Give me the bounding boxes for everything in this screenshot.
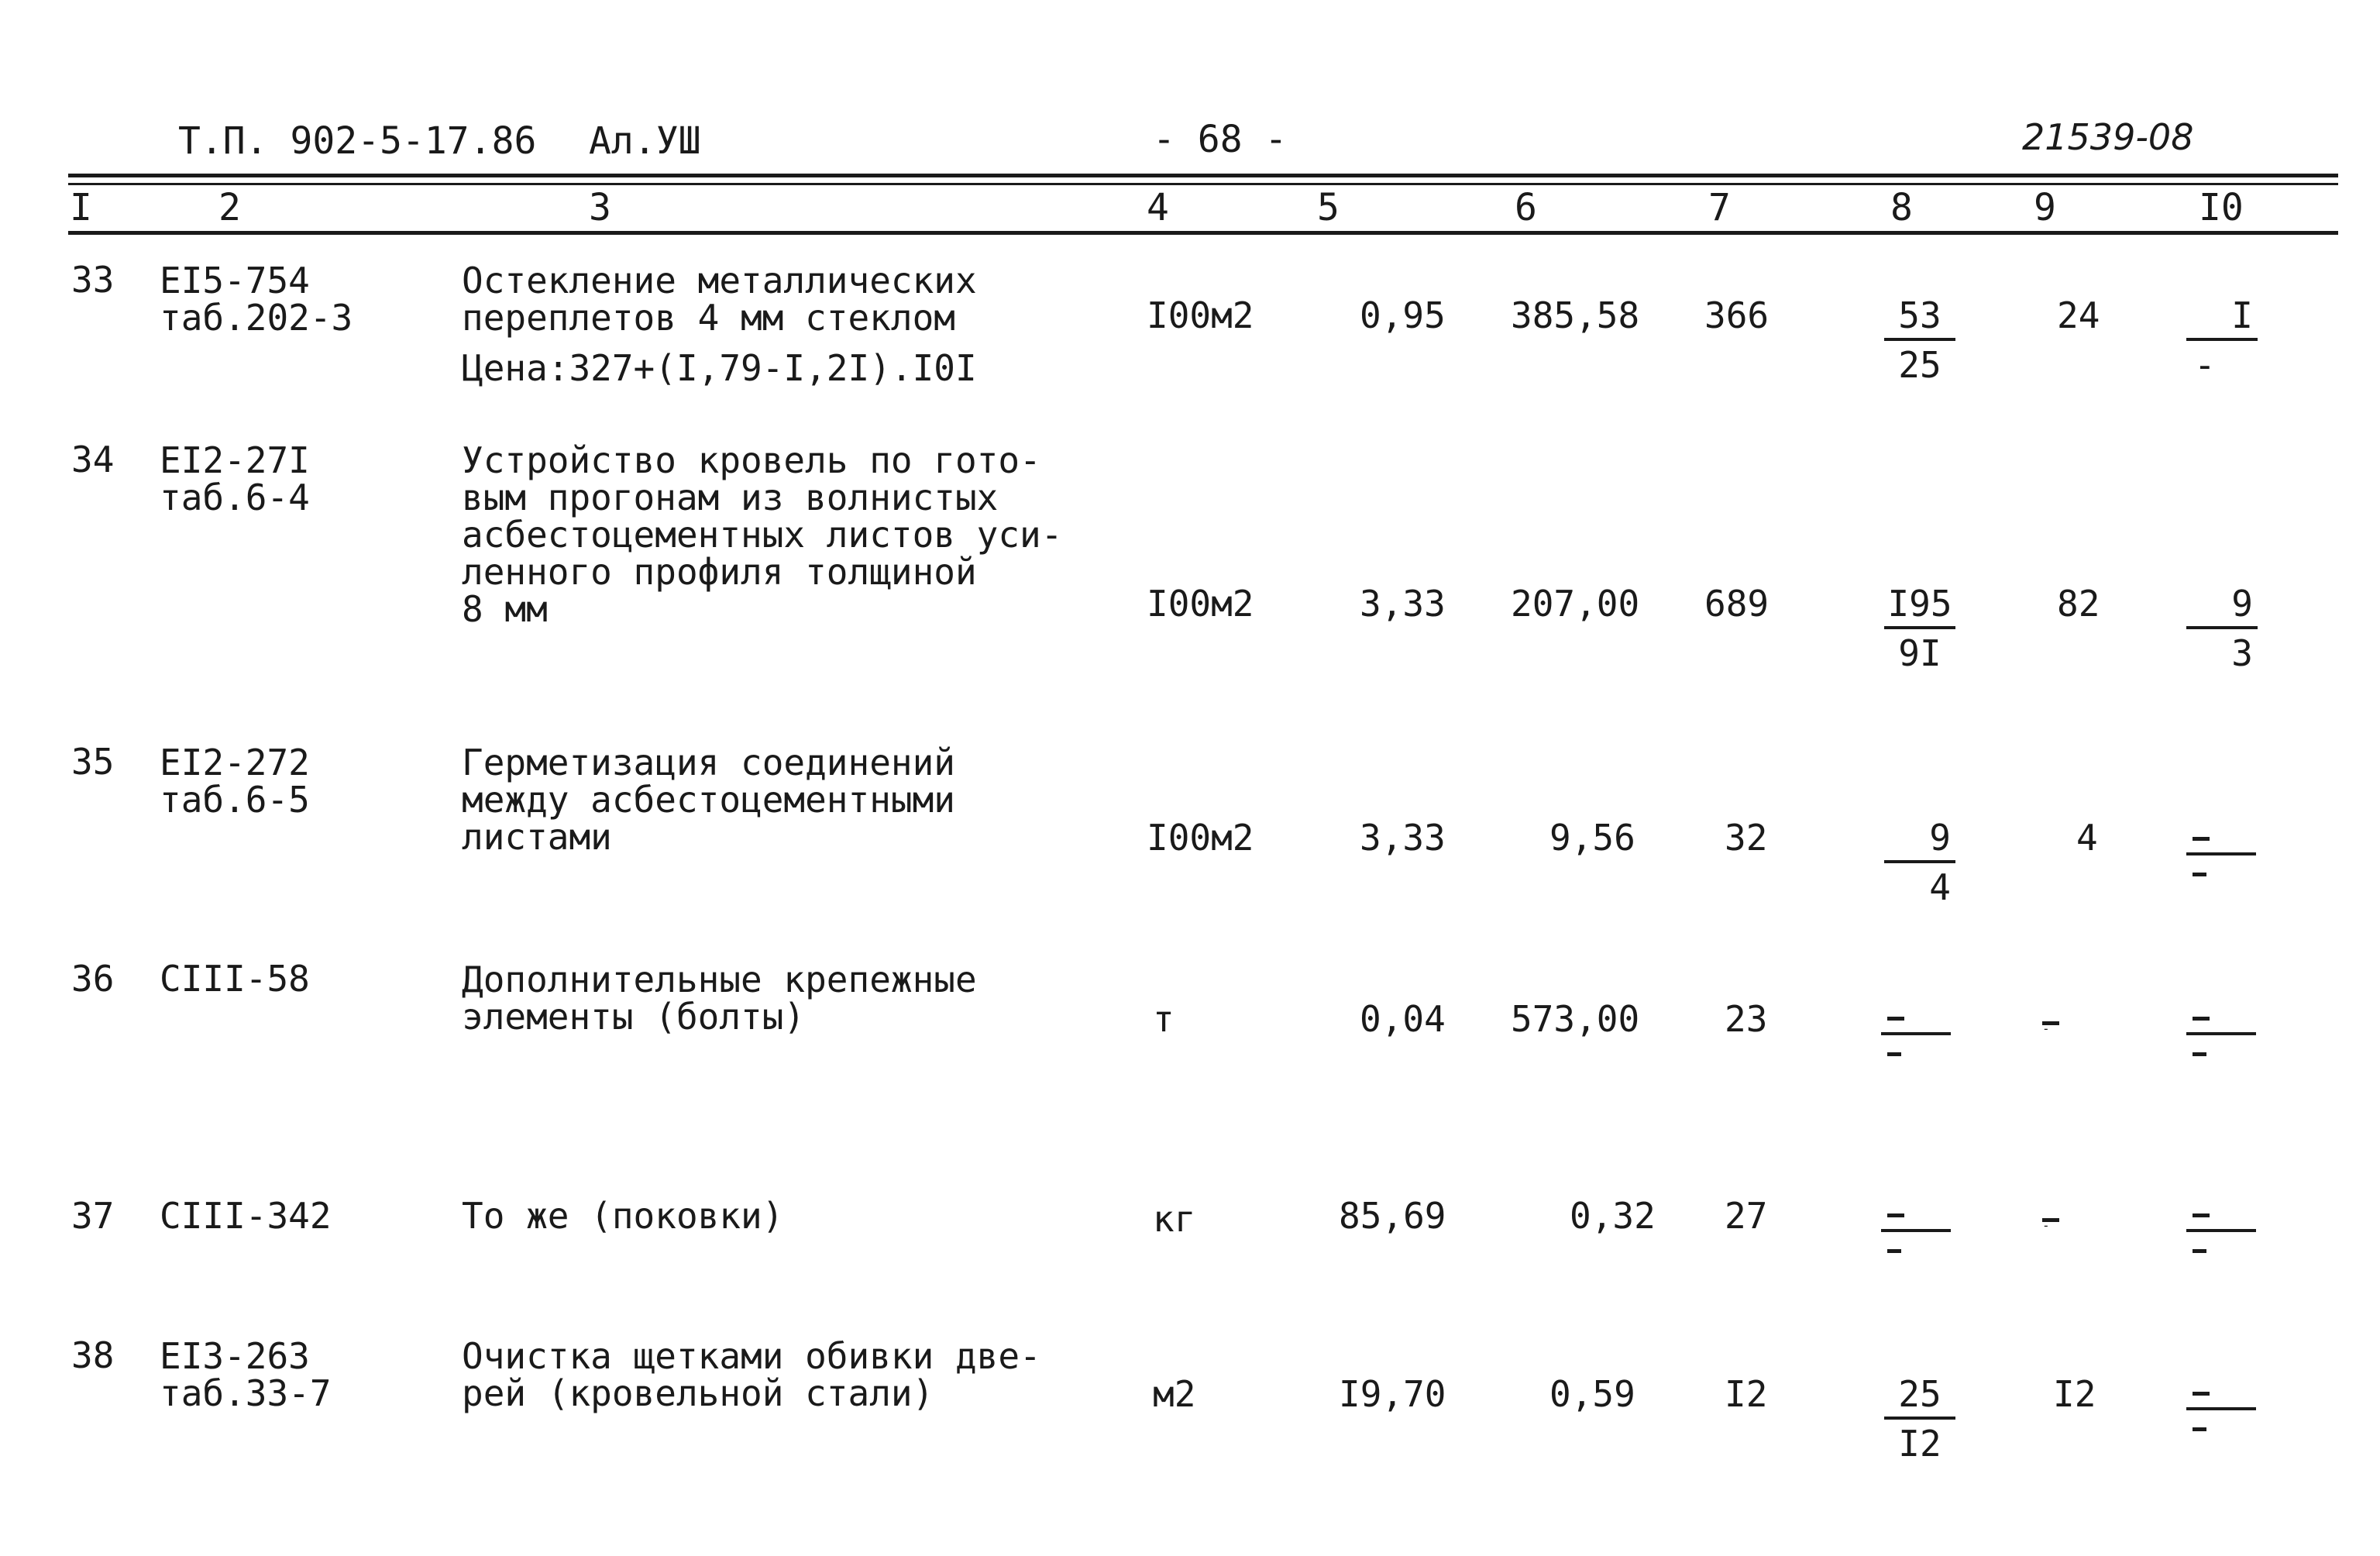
dash-mark <box>1887 1213 1904 1217</box>
row-number: 35 <box>71 741 115 783</box>
col8-denominator: 4 <box>1929 866 1951 908</box>
col8-denominator: 9I <box>1898 632 1941 674</box>
dash-mark <box>1887 1052 1901 1056</box>
col10-fraction <box>2183 294 2261 386</box>
unit-price: 207,00 <box>1511 583 1640 625</box>
quantity: I9,70 <box>1339 1373 1446 1415</box>
total-cost: 32 <box>1725 817 1768 859</box>
dash-mark <box>2193 1213 2210 1217</box>
col9-dash: - <box>2042 1021 2059 1025</box>
col8-numerator: 25 <box>1898 1373 1941 1415</box>
col9-value: 24 <box>2057 294 2100 336</box>
col10-empty-fraction <box>2186 837 2256 891</box>
norm-code: EI2-272 таб.6-5 <box>160 742 310 821</box>
dash-mark <box>1887 1017 1904 1021</box>
dash-mark <box>1887 1249 1901 1253</box>
norm-code: CIII-58 <box>160 958 310 1000</box>
fraction-bar <box>1881 1032 1951 1035</box>
column-header-7: 7 <box>1708 186 1731 229</box>
dash-mark <box>2193 1427 2206 1431</box>
top-rule <box>68 174 2338 177</box>
dash-mark <box>2193 1392 2210 1396</box>
total-cost: 27 <box>1725 1195 1768 1237</box>
col9-value: I2 <box>2053 1373 2096 1415</box>
norm-code: CIII-342 <box>160 1195 332 1237</box>
fraction-bar <box>2186 1032 2256 1035</box>
col8-fraction <box>1881 583 1959 674</box>
total-cost: 689 <box>1704 583 1770 625</box>
unit-price: 385,58 <box>1511 294 1640 336</box>
dash-mark <box>2193 873 2206 876</box>
work-description: Дополнительные крепежные элементы (болты) <box>462 959 977 1038</box>
fraction-bar <box>2186 338 2258 341</box>
unit: I00м2 <box>1147 583 1254 625</box>
total-cost: I2 <box>1725 1373 1768 1415</box>
col10-empty-fraction <box>2186 1213 2256 1268</box>
col10-denominator: 3 <box>2231 632 2253 674</box>
col8-denominator: 25 <box>1898 344 1941 386</box>
column-header-5: 5 <box>1317 186 1340 229</box>
total-cost: 23 <box>1725 998 1768 1040</box>
fraction-bar <box>2186 626 2258 629</box>
col8-numerator: 53 <box>1898 294 1941 336</box>
dash-mark <box>2193 1017 2210 1021</box>
column-header-8: 8 <box>1890 186 1913 229</box>
fraction-bar <box>1884 860 1955 863</box>
work-description: Устройство кровель по гото- вым прогонам из волнистых асбестоцементных листов уси- ленного профиля толщиной 8 мм <box>462 439 1063 630</box>
norm-code: EI2-27I таб.6-4 <box>160 439 310 518</box>
col9-value: 82 <box>2057 583 2100 625</box>
unit: I00м2 <box>1147 294 1254 336</box>
col8-numerator: 9 <box>1929 817 1951 859</box>
norm-code: EI5-754 таб.202-3 <box>160 260 353 339</box>
col8-denominator: I2 <box>1898 1423 1941 1465</box>
inventory-number: 21539-08 <box>2022 116 2194 158</box>
row-number: 33 <box>71 259 115 301</box>
quantity: 0,95 <box>1360 294 1446 336</box>
col8-fraction <box>1881 1373 1959 1465</box>
unit-price: 573,00 <box>1511 998 1640 1040</box>
top-rule-thin <box>68 183 2338 185</box>
col10-numerator: I <box>2231 294 2253 336</box>
price-note: Цена:327+(I,79-I,2I).I0I <box>462 347 977 389</box>
unit-price: 0,32 <box>1570 1195 1656 1237</box>
col8-fraction <box>1881 817 1959 908</box>
dash-mark <box>2193 1249 2206 1253</box>
col8-empty-fraction <box>1881 1017 1951 1071</box>
column-header-4: 4 <box>1147 186 1169 229</box>
column-header-9: 9 <box>2034 186 2056 229</box>
document-code: Т.П. 902-5-17.86 <box>178 119 537 163</box>
quantity: 3,33 <box>1360 817 1446 859</box>
column-header-6: 6 <box>1515 186 1537 229</box>
norm-code: EI3-263 таб.33-7 <box>160 1335 332 1414</box>
quantity: 3,33 <box>1360 583 1446 625</box>
header-bottom-rule <box>68 231 2338 235</box>
unit: кг <box>1153 1198 1196 1240</box>
col9-dash: - <box>2042 1218 2059 1222</box>
quantity: 85,69 <box>1339 1195 1446 1237</box>
fraction-bar <box>1881 1229 1951 1232</box>
col10-empty-fraction <box>2186 1392 2256 1446</box>
col9-value: 4 <box>2076 817 2098 859</box>
col10-empty-fraction <box>2186 1017 2256 1071</box>
row-number: 36 <box>71 958 115 1000</box>
fraction-bar <box>2186 1407 2256 1410</box>
work-description: То же (поковки) <box>462 1195 784 1237</box>
unit: м2 <box>1153 1373 1196 1415</box>
unit-price: 0,59 <box>1549 1373 1635 1415</box>
column-header-10: I0 <box>2199 186 2244 229</box>
unit: I00м2 <box>1147 817 1254 859</box>
col10-denominator: - <box>2194 344 2216 386</box>
col8-numerator: I95 <box>1887 583 1952 625</box>
fraction-bar <box>2186 1229 2256 1232</box>
unit: т <box>1153 998 1175 1040</box>
work-description: Остекление металлических переплетов 4 мм стеклом <box>462 260 977 339</box>
work-description: Очистка щетками обивки две- рей (кровельной стали) <box>462 1335 1041 1414</box>
row-number: 34 <box>71 439 115 480</box>
page-number: - 68 - <box>1153 118 1288 161</box>
unit-price: 9,56 <box>1549 817 1635 859</box>
col10-fraction <box>2183 583 2261 674</box>
fraction-bar <box>1884 1417 1955 1420</box>
fraction-bar <box>2186 852 2256 855</box>
column-header-2: 2 <box>218 186 241 229</box>
col8-fraction <box>1881 294 1959 386</box>
col10-numerator: 9 <box>2231 583 2253 625</box>
row-number: 38 <box>71 1334 115 1376</box>
work-description: Герметизация соединений между асбестоцементными листами <box>462 742 955 858</box>
album-label: Ал.УШ <box>589 119 701 163</box>
dash-mark <box>2193 1052 2206 1056</box>
quantity: 0,04 <box>1360 998 1446 1040</box>
col8-empty-fraction <box>1881 1213 1951 1268</box>
total-cost: 366 <box>1704 294 1770 336</box>
column-header-1: I <box>70 186 92 229</box>
dash-mark <box>2193 837 2210 841</box>
column-header-3: 3 <box>589 186 611 229</box>
fraction-bar <box>1884 338 1955 341</box>
row-number: 37 <box>71 1195 115 1237</box>
fraction-bar <box>1884 626 1955 629</box>
